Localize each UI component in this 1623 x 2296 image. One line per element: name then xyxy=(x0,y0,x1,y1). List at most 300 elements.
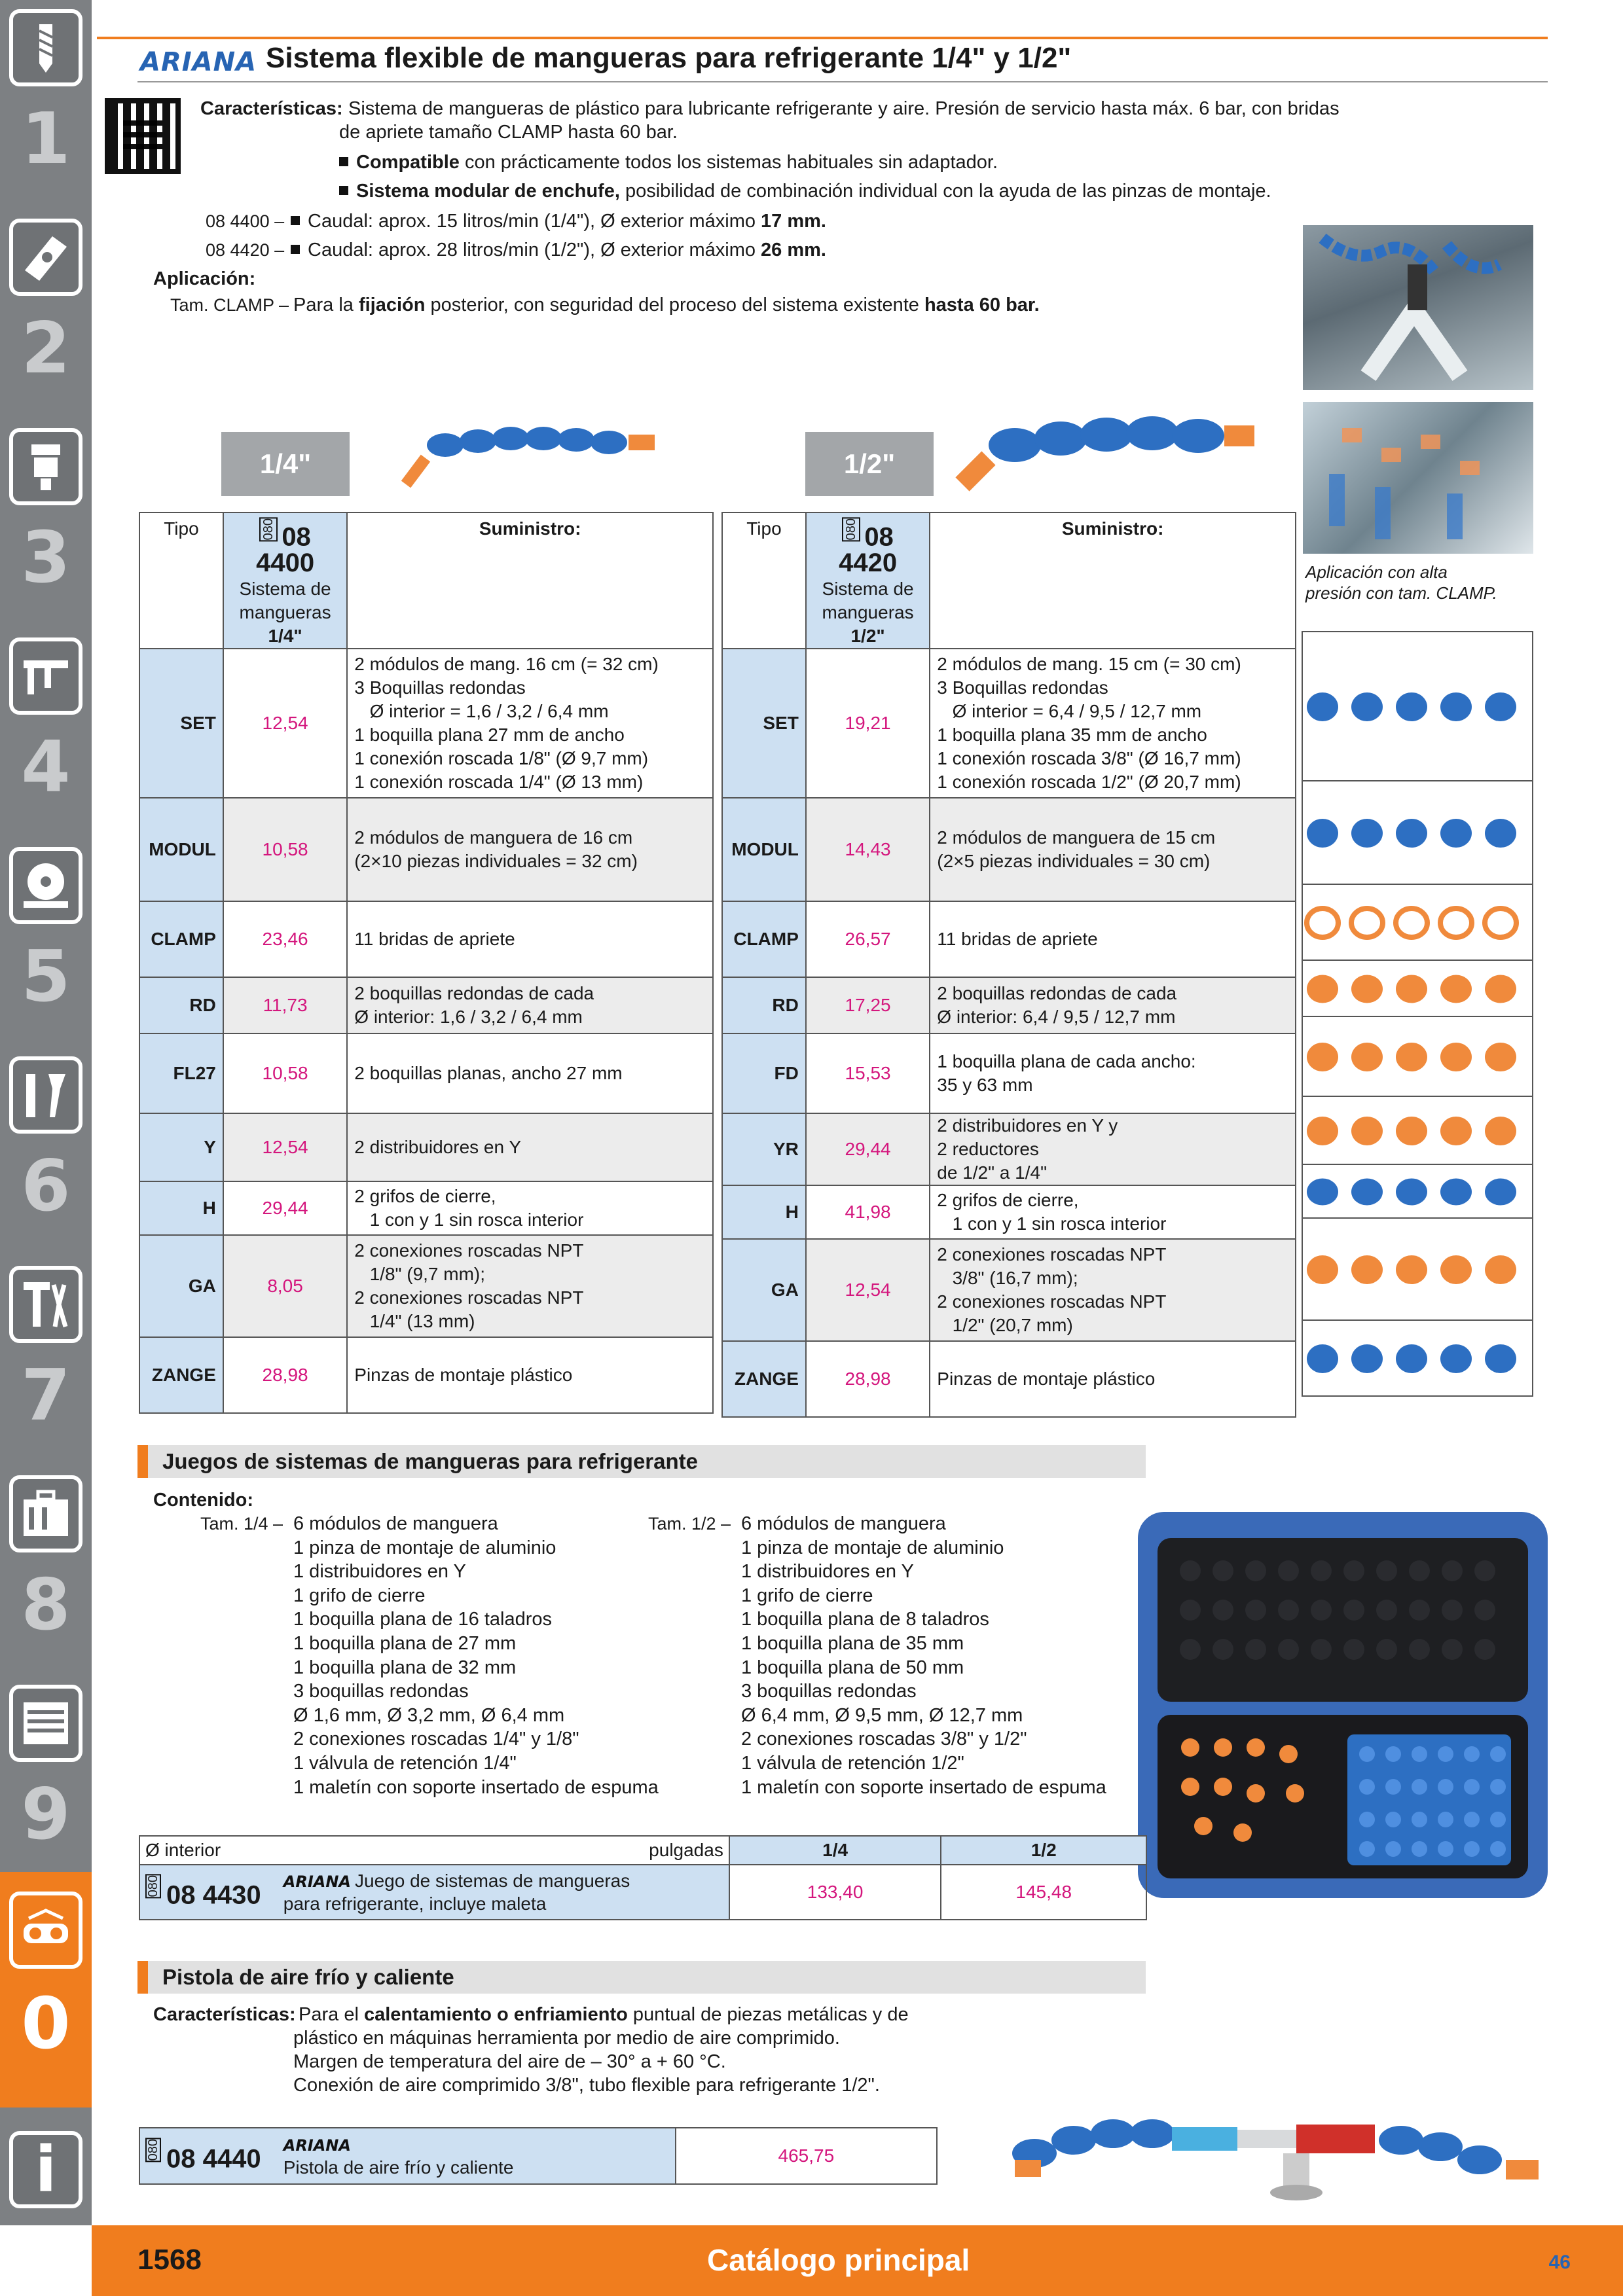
table-row[interactable] xyxy=(722,649,1296,798)
bullet-icon xyxy=(339,186,348,195)
gun-line-1 xyxy=(299,2003,909,2027)
chapter-number: 2 xyxy=(21,308,71,389)
supply-line: 2 módulos de manguera de 15 cm xyxy=(937,827,1216,848)
kit-content-item: 1 grifo de cierre xyxy=(741,1585,873,1606)
chapter-tab-2[interactable] xyxy=(0,209,92,419)
supply-line: Ø interior: 6,4 / 9,5 / 12,7 mm xyxy=(937,1007,1176,1028)
accessory-part xyxy=(1440,1117,1472,1145)
drill-bit-icon xyxy=(9,9,82,86)
supply-line: 1/8" (9,7 mm); xyxy=(354,1264,486,1285)
accessory-part xyxy=(1307,819,1338,848)
chapter-tab-3[interactable] xyxy=(0,419,92,628)
kit-article-cell xyxy=(139,1865,278,1920)
kit-price-quarter: 133,40 xyxy=(729,1865,941,1920)
app-bold: fijación xyxy=(358,295,426,315)
kit-content-item: Ø 6,4 mm, Ø 9,5 mm, Ø 12,7 mm xyxy=(741,1704,1023,1726)
shutoff-valves-image xyxy=(1302,1164,1533,1219)
chapter-number: 7 xyxy=(21,1355,71,1437)
price-cell: 29,44 xyxy=(223,1181,347,1235)
gun-text: puntual de piezas metálicas y de xyxy=(627,2004,909,2025)
feature-bullet-1 xyxy=(339,151,998,175)
supply-line: 2 boquillas redondas de cada xyxy=(354,983,594,1004)
kits-section-title: Juegos de sistemas de mangueras para refrigerante xyxy=(162,1449,699,1473)
kit-content-item: 1 pinza de montaje de aluminio xyxy=(293,1537,556,1558)
article-subtitle: mangueras xyxy=(822,602,914,623)
article-subtitle: Sistema de xyxy=(822,579,914,600)
chapter-number: 3 xyxy=(21,517,71,599)
set-parts-image xyxy=(1302,631,1533,781)
supply-line: 2 conexiones roscadas NPT xyxy=(354,1287,584,1308)
supply-line: 1/4" (13 mm) xyxy=(354,1311,475,1332)
tipo-cell: MODUL xyxy=(722,798,806,901)
tipo-cell: YR xyxy=(722,1113,806,1185)
kit-price-half: 145,48 xyxy=(941,1865,1146,1920)
kit-content-item: 1 maletín con soporte insertado de espuma xyxy=(293,1776,659,1798)
price-cell: 8,05 xyxy=(223,1235,347,1337)
info-icon xyxy=(9,2131,82,2208)
prefix-code: 080 xyxy=(842,517,860,541)
table-header-row xyxy=(139,512,713,649)
hose-half-image xyxy=(943,399,1270,497)
supply-line: 2 módulos de mang. 16 cm (= 32 cm) xyxy=(354,654,659,675)
supply-line: 1 conexión roscada 1/4" (Ø 13 mm) xyxy=(354,772,644,793)
machine-application-photo xyxy=(1303,225,1533,390)
supply-cell xyxy=(347,798,713,901)
price-cell: 28,98 xyxy=(806,1341,930,1417)
supply-line: 2 grifos de cierre, xyxy=(354,1186,496,1207)
flow-bold: 17 mm. xyxy=(761,211,826,232)
table-row[interactable] xyxy=(722,798,1296,901)
prefix-code: 080 xyxy=(146,2139,160,2161)
supply-cell xyxy=(347,1235,713,1337)
kit-content-item: 1 boquilla plana de 35 mm xyxy=(741,1632,964,1654)
kit-half-label: Tam. 1/2 – xyxy=(648,1514,731,1534)
accessory-part xyxy=(1307,1117,1338,1145)
accessory-part xyxy=(1440,1043,1472,1071)
supply-header: Suministro: xyxy=(347,512,713,649)
accessory-part xyxy=(1440,819,1472,848)
price-cell: 10,58 xyxy=(223,1033,347,1113)
table-row[interactable] xyxy=(139,649,713,798)
supply-cell xyxy=(930,649,1296,798)
chapter-tab-7[interactable] xyxy=(0,1257,92,1466)
supply-line: 2 módulos de manguera de 16 cm xyxy=(354,827,633,848)
gun-article-code: 08 4440 xyxy=(166,2144,261,2174)
flow-bold: 26 mm. xyxy=(761,240,826,260)
size-tab-half: 1/2" xyxy=(805,432,934,496)
price-cell: 11,73 xyxy=(223,977,347,1033)
flow-line-1 xyxy=(291,209,826,234)
table-row[interactable] xyxy=(139,1181,713,1235)
app-text: posterior, con seguridad del proceso del sistema existente xyxy=(425,295,924,315)
price-cell: 29,44 xyxy=(806,1113,930,1185)
chapter-number: 6 xyxy=(21,1145,71,1227)
kit-content-item: 3 boquillas redondas xyxy=(741,1681,917,1702)
article-subtitle: mangueras xyxy=(239,602,331,623)
application-label: Aplicación: xyxy=(153,268,256,289)
supply-line: 1 conexión roscada 1/8" (Ø 9,7 mm) xyxy=(354,748,649,769)
price-cell: 17,25 xyxy=(806,977,930,1033)
supply-line: (2×5 piezas individuales = 30 cm) xyxy=(937,851,1211,872)
supply-cell xyxy=(930,1341,1296,1417)
supply-line: Ø interior = 6,4 / 9,5 / 12,7 mm xyxy=(937,701,1202,722)
article-header xyxy=(223,512,347,649)
tipo-cell: SET xyxy=(139,649,223,798)
supply-line: (2×10 piezas individuales = 32 cm) xyxy=(354,851,638,872)
tipo-cell: H xyxy=(722,1185,806,1239)
kit-description xyxy=(278,1865,729,1920)
table-row[interactable] xyxy=(139,1235,713,1337)
accessory-part xyxy=(1485,1117,1516,1145)
supply-line: 2 conexiones roscadas NPT xyxy=(937,1291,1167,1312)
supply-line: 1 boquilla plana 35 mm de ancho xyxy=(937,725,1207,745)
gun-text: Para el xyxy=(299,2004,364,2025)
accessory-part xyxy=(1485,1043,1516,1071)
supply-cell xyxy=(347,977,713,1033)
accessory-part xyxy=(1396,819,1427,848)
price-cell: 12,54 xyxy=(806,1239,930,1341)
accessory-part xyxy=(1440,1344,1472,1373)
chapter-number: 4 xyxy=(21,726,71,808)
table-row[interactable] xyxy=(139,1113,713,1181)
supply-line: 2 conexiones roscadas NPT xyxy=(937,1244,1167,1265)
brand-logo: ARIANA xyxy=(283,2136,351,2155)
article-header xyxy=(806,512,930,649)
accessory-part xyxy=(1351,975,1383,1003)
tipo-cell: H xyxy=(139,1181,223,1235)
kit-desc-line: para refrigerante, incluye maleta xyxy=(283,1893,547,1914)
tipo-cell: Y xyxy=(139,1113,223,1181)
accessory-part xyxy=(1307,1344,1338,1373)
price-cell: 12,54 xyxy=(223,1113,347,1181)
chapter-tab-0[interactable] xyxy=(0,1872,92,2108)
tipo-cell: GA xyxy=(139,1235,223,1337)
chapter-number: 0 xyxy=(21,1983,71,2065)
kit-content-item: 1 válvula de retención 1/2" xyxy=(741,1752,964,1774)
accessory-part xyxy=(1485,1179,1516,1206)
chapter-tab-6[interactable] xyxy=(0,1047,92,1257)
tipo-cell: CLAMP xyxy=(139,901,223,977)
accessory-part xyxy=(1440,692,1472,721)
supply-line: 1 con y 1 sin rosca interior xyxy=(354,1210,584,1230)
supply-line: Ø interior: 1,6 / 3,2 / 6,4 mm xyxy=(354,1007,583,1028)
tipo-cell: ZANGE xyxy=(139,1337,223,1413)
kit-order-row[interactable] xyxy=(139,1865,1146,1920)
kit-content-item: 1 distribuidores en Y xyxy=(293,1561,466,1583)
supply-line: 2 reductores xyxy=(937,1139,1039,1160)
table-row[interactable] xyxy=(722,1341,1296,1417)
article-size: 1/4" xyxy=(268,626,302,647)
supply-cell xyxy=(347,1337,713,1413)
kit-desc-line: Juego de sistemas de mangueras xyxy=(355,1870,630,1891)
table-row[interactable] xyxy=(722,901,1296,977)
supply-line: 1 boquilla plana 27 mm de ancho xyxy=(354,725,625,745)
gun-section-bar xyxy=(137,1961,1146,1994)
prefix-code: 080 xyxy=(146,1875,160,1897)
supply-line: 3/8" (16,7 mm); xyxy=(937,1268,1078,1289)
flow-line-2 xyxy=(291,238,826,262)
catalog-title: Catálogo principal xyxy=(707,2243,970,2277)
kit-content-item: 2 conexiones roscadas 1/4" y 1/8" xyxy=(293,1729,579,1750)
accessory-part xyxy=(1396,1344,1427,1373)
accessory-part xyxy=(1351,819,1383,848)
supply-line: Ø interior = 1,6 / 3,2 / 6,4 mm xyxy=(354,701,609,722)
page-title: Sistema flexible de mangueras para refrigerante 1/4" y 1/2" xyxy=(266,42,1072,74)
supply-line: 2 boquillas redondas de cada xyxy=(937,983,1177,1004)
supply-cell xyxy=(347,1113,713,1181)
qr-code-icon[interactable] xyxy=(105,98,181,174)
table-row[interactable] xyxy=(722,1239,1296,1341)
kit-content-item: 1 boquilla plana de 50 mm xyxy=(741,1657,964,1678)
features-label: Características: xyxy=(200,98,343,119)
workbench-icon xyxy=(9,1685,82,1762)
price-cell: 12,54 xyxy=(223,649,347,798)
milling-insert-icon xyxy=(9,219,82,296)
chapter-number: 1 xyxy=(21,98,71,180)
accessory-part xyxy=(1396,1179,1427,1206)
bullet-icon xyxy=(291,216,300,225)
inches-header: pulgadas xyxy=(278,1836,729,1865)
tipo-cell: SET xyxy=(722,649,806,798)
bullet-bold: Compatible xyxy=(356,152,460,173)
table-row[interactable] xyxy=(722,977,1296,1033)
article-size: 1/2" xyxy=(850,626,885,647)
kit-content-item: Ø 1,6 mm, Ø 3,2 mm, Ø 6,4 mm xyxy=(293,1704,565,1726)
bullet-bold: Sistema modular de enchufe, xyxy=(356,181,620,202)
gun-line-4: Conexión de aire comprimido 3/8", tubo flexible para refrigerante 1/2". xyxy=(293,2075,880,2096)
price-cell: 15,53 xyxy=(806,1033,930,1113)
application-text xyxy=(293,293,1040,317)
table-row[interactable] xyxy=(722,1113,1296,1185)
accessory-part xyxy=(1440,908,1472,937)
chapter-number: 5 xyxy=(21,936,71,1018)
table-row[interactable] xyxy=(139,977,713,1033)
supply-line: 2 conexiones roscadas NPT xyxy=(354,1240,584,1261)
supply-cell xyxy=(347,1181,713,1235)
accessory-part xyxy=(1351,1255,1383,1284)
bullet-icon xyxy=(291,245,300,254)
gun-description xyxy=(278,2128,676,2184)
supply-line: 1 conexión roscada 1/2" (Ø 20,7 mm) xyxy=(937,772,1241,793)
gun-section-title: Pistola de aire frío y caliente xyxy=(162,1965,454,1989)
table-row[interactable] xyxy=(722,1185,1296,1239)
gun-line-3: Margen de temperatura del aire de – 30° a + 60 °C. xyxy=(293,2051,726,2072)
chapter-tab-4[interactable] xyxy=(0,628,92,838)
supply-cell xyxy=(930,1185,1296,1239)
kit-quarter-label: Tam. 1/4 – xyxy=(200,1514,283,1534)
page-number: 1568 xyxy=(137,2244,202,2276)
table-row[interactable] xyxy=(139,798,713,901)
tipo-cell: FL27 xyxy=(139,1033,223,1113)
table-header-row xyxy=(722,512,1296,649)
accessory-part xyxy=(1351,692,1383,721)
accessory-part xyxy=(1440,975,1472,1003)
price-cell: 10,58 xyxy=(223,798,347,901)
gun-desc: Pistola de aire frío y caliente xyxy=(283,2157,514,2178)
accessory-part xyxy=(1485,1255,1516,1284)
supply-line: 1/2" (20,7 mm) xyxy=(937,1315,1073,1336)
contents-label: Contenido: xyxy=(153,1490,254,1511)
product-table-half xyxy=(721,512,1296,1418)
gun-order-row[interactable] xyxy=(139,2128,937,2184)
accessory-part xyxy=(1485,908,1516,937)
gun-price: 465,75 xyxy=(676,2128,937,2184)
table-row[interactable] xyxy=(722,1033,1296,1113)
supply-line: Pinzas de montaje plástico xyxy=(354,1365,573,1386)
kits-section-bar xyxy=(137,1445,1146,1478)
price-cell: 41,98 xyxy=(806,1185,930,1239)
accessory-part xyxy=(1396,692,1427,721)
kit-case-photo xyxy=(1131,1499,1554,1905)
tipo-cell: RD xyxy=(722,977,806,1033)
air-gun-photo xyxy=(1008,2094,1558,2206)
grinding-disc-icon xyxy=(9,847,82,924)
supply-line: 1 boquilla plana de cada ancho: xyxy=(937,1051,1196,1072)
chapter-tab-info[interactable] xyxy=(0,2121,92,2225)
page-footer xyxy=(92,2225,1623,2296)
gun-article-cell xyxy=(139,2128,278,2184)
section-accent xyxy=(137,1445,148,1478)
table-row[interactable] xyxy=(139,1033,713,1113)
gun-features-label: Características: xyxy=(153,2004,296,2025)
features-text-2: de apriete tamaño CLAMP hasta 60 bar. xyxy=(339,122,678,143)
supply-line: 35 y 63 mm xyxy=(937,1075,1033,1096)
accessory-part xyxy=(1396,975,1427,1003)
accessory-part xyxy=(1351,908,1383,937)
accessory-part xyxy=(1307,692,1338,721)
chapter-tab-8[interactable] xyxy=(0,1466,92,1676)
accessory-part xyxy=(1396,908,1427,937)
tipo-cell: ZANGE xyxy=(722,1341,806,1417)
hose-modules-image xyxy=(1302,780,1533,885)
clamps-image xyxy=(1302,884,1533,961)
kit-content-item: 1 boquilla plana de 8 taladros xyxy=(741,1609,989,1630)
supply-cell xyxy=(930,1033,1296,1113)
tipo-cell: RD xyxy=(139,977,223,1033)
brand-logo: ARIANA xyxy=(283,1872,351,1891)
accessory-part xyxy=(1307,1043,1338,1071)
accessory-part xyxy=(1440,1255,1472,1284)
supply-cell xyxy=(347,649,713,798)
bullet-icon xyxy=(339,157,348,166)
size-quarter-header: 1/4 xyxy=(729,1836,941,1865)
supply-line: 11 bridas de apriete xyxy=(937,929,1098,950)
accessory-part xyxy=(1485,975,1516,1003)
caliper-icon xyxy=(9,637,82,715)
accessory-part xyxy=(1440,1179,1472,1206)
kit-content-item: 1 válvula de retención 1/4" xyxy=(293,1752,517,1774)
pliers-icon xyxy=(9,1266,82,1343)
supply-line: Pinzas de montaje plástico xyxy=(937,1369,1156,1390)
edition-number: 46 xyxy=(1548,2251,1571,2273)
supply-cell xyxy=(930,901,1296,977)
tipo-cell: FD xyxy=(722,1033,806,1113)
gun-line-2: plástico en máquinas herramienta por medio de aire comprimido. xyxy=(293,2028,840,2049)
accessory-part xyxy=(1351,1117,1383,1145)
supply-line: 2 boquillas planas, ancho 27 mm xyxy=(354,1063,623,1084)
accessory-part xyxy=(1485,1344,1516,1373)
features-text-1: Sistema de mangueras de plástico para lubricante refrigerante y aire. Presión de servicio hasta máx. 6 bar, con bridas xyxy=(348,98,1340,119)
product-table-quarter xyxy=(139,512,714,1414)
feature-bullet-2 xyxy=(339,179,1271,204)
accessory-part xyxy=(1396,1117,1427,1145)
flat-nozzles-image xyxy=(1302,1016,1533,1097)
kit-quarter-contents xyxy=(293,1512,659,1799)
assembly-pliers-image xyxy=(1302,1319,1533,1397)
interior-header: Ø interior xyxy=(139,1836,278,1865)
supply-cell xyxy=(930,1239,1296,1341)
kit-article-code: 08 4430 xyxy=(166,1880,261,1910)
supply-cell xyxy=(930,977,1296,1033)
supply-line: 11 bridas de apriete xyxy=(354,929,515,950)
flow-code-2: 08 4420 – xyxy=(206,240,285,260)
price-cell: 19,21 xyxy=(806,649,930,798)
accessory-part xyxy=(1307,908,1338,937)
chapter-tab-1[interactable] xyxy=(0,0,92,209)
article-code: 08 4400 xyxy=(256,522,315,578)
threaded-connectors-image xyxy=(1302,1217,1533,1321)
prefix-code: 080 xyxy=(259,517,278,541)
info-glyph: i xyxy=(35,2133,57,2206)
supply-line: de 1/2" a 1/4" xyxy=(937,1162,1048,1183)
kit-half-contents xyxy=(741,1512,1106,1799)
header-rule xyxy=(97,37,1548,39)
tool-holder-icon xyxy=(9,428,82,505)
supply-line: 2 distribuidores en Y xyxy=(354,1137,522,1158)
supply-header: Suministro: xyxy=(930,512,1296,649)
flow-code-1: 08 4400 – xyxy=(206,211,285,231)
accessory-part xyxy=(1396,1043,1427,1071)
chapter-tab-5[interactable] xyxy=(0,838,92,1047)
round-nozzles-image xyxy=(1302,960,1533,1017)
accessory-part xyxy=(1307,1255,1338,1284)
supply-line: 3 Boquillas redondas xyxy=(354,677,526,698)
clamp-application-photo xyxy=(1303,402,1533,554)
accessory-part xyxy=(1307,975,1338,1003)
tipo-cell: CLAMP xyxy=(722,901,806,977)
chapter-tab-9[interactable] xyxy=(0,1676,92,1872)
bullet-text: posibilidad de combinación individual con la ayuda de las pinzas de montaje. xyxy=(619,181,1271,202)
kit-content-item: 6 módulos de manguera xyxy=(741,1513,946,1534)
y-distributors-image xyxy=(1302,1096,1533,1165)
application-code: Tam. CLAMP – xyxy=(170,295,289,315)
accessory-part xyxy=(1351,1179,1383,1206)
table-row[interactable] xyxy=(139,901,713,977)
price-cell: 26,57 xyxy=(806,901,930,977)
size-half-header: 1/2 xyxy=(941,1836,1146,1865)
kit-content-item: 1 maletín con soporte insertado de espuma xyxy=(741,1776,1106,1798)
price-cell: 28,98 xyxy=(223,1337,347,1413)
supply-cell xyxy=(930,1113,1296,1185)
supply-line: 2 distribuidores en Y y xyxy=(937,1115,1118,1136)
kit-order-header xyxy=(139,1836,1146,1865)
kit-content-item: 1 distribuidores en Y xyxy=(741,1561,914,1583)
accessory-part xyxy=(1485,692,1516,721)
tipo-cell: MODUL xyxy=(139,798,223,901)
gun-bold: calentamiento o enfriamiento xyxy=(363,2004,628,2025)
kit-content-item: 1 boquilla plana de 27 mm xyxy=(293,1632,517,1654)
app-bold: hasta 60 bar. xyxy=(924,295,1040,315)
accessory-part xyxy=(1351,1344,1383,1373)
photo-caption-1: Aplicación con alta xyxy=(1305,562,1448,582)
chapter-number: 8 xyxy=(21,1564,71,1646)
safety-glasses-icon xyxy=(9,1892,82,1969)
article-code: 08 4420 xyxy=(839,522,898,578)
supply-cell xyxy=(347,901,713,977)
table-row[interactable] xyxy=(139,1337,713,1413)
chapter-sidebar xyxy=(0,0,92,2225)
price-cell: 14,43 xyxy=(806,798,930,901)
